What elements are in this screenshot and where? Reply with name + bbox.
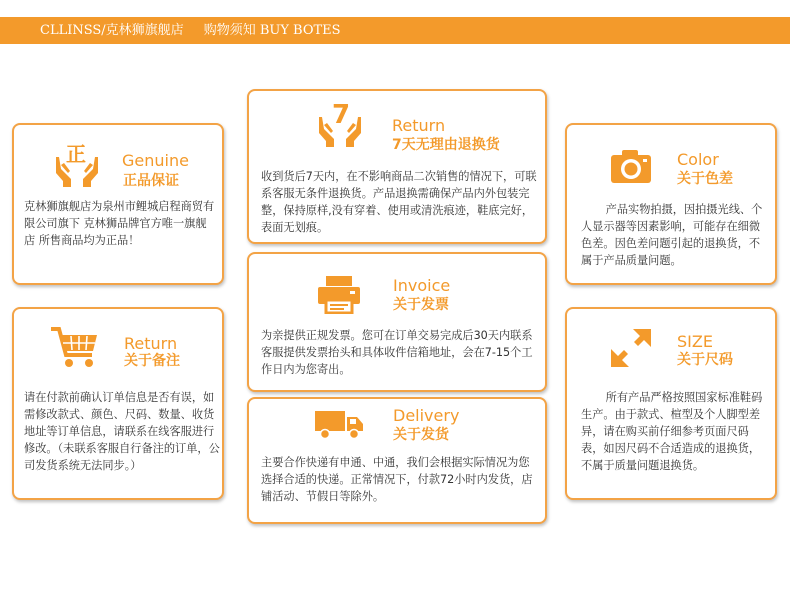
- page-subtitle: 购物须知 BUY BOTES: [203, 23, 341, 38]
- hands-seven-icon: [315, 100, 365, 147]
- header-bar: [0, 17, 790, 44]
- card-title-en: Delivery: [393, 406, 460, 425]
- delivery-truck-icon: [313, 409, 365, 441]
- card-title-cn: 关于尺码: [677, 352, 733, 368]
- card-return-7-days: [247, 89, 547, 244]
- card-title-en: SIZE: [677, 332, 713, 351]
- card-title-en: Return: [392, 116, 446, 135]
- card-title-cn: 正品保证: [123, 173, 179, 189]
- card-color: [565, 123, 777, 285]
- card-body: 请在付款前确认订单信息是否有误，如需修改款式、颜色、尺码、数量、收货地址等订单信息，请联系在线客服进行修改。（未联系客服自行备注的订单，公司发货系统无法同步。）: [24, 391, 220, 472]
- card-title-en: Return: [124, 334, 178, 353]
- card-delivery: [247, 397, 547, 524]
- resize-arrows-icon: [609, 327, 653, 369]
- card-genuine: [12, 123, 224, 285]
- card-invoice: [247, 252, 547, 392]
- card-body: 收到货后7天内，在不影响商品二次销售的情况下，可联系客服无条件退换货。产品退换需确保产品内外包装完整，保持原样,没有穿着、使用或清洗痕迹，鞋底完好，表面无划痕。: [261, 170, 537, 234]
- card-title-en: Genuine: [122, 151, 189, 170]
- card-title-cn: 关于备注: [124, 353, 180, 369]
- store-name: CLLINSS/克林狮旗舰店: [40, 23, 184, 38]
- shopping-cart-icon: [50, 325, 100, 369]
- card-title-en: Color: [677, 150, 719, 169]
- printer-icon: [316, 274, 362, 314]
- icon-glyph: 7: [332, 100, 351, 130]
- hands-genuine-icon: [52, 143, 102, 187]
- card-title-cn: 关于色差: [677, 171, 733, 187]
- card-body: 克林狮旗舰店为泉州市鲤城启程商贸有限公司旗下 克林狮品牌官方唯一旗舰店 所售商品均为正品！: [24, 200, 215, 247]
- card-body: 主要合作快递有申通、中通，我们会根据实际情况为您选择合适的快递。正常情况下，付款72小时内发货，店铺活动、节假日等除外。: [261, 456, 533, 503]
- card-body: 所有产品严格按照国家标准鞋码生产。由于款式、楦型及个人脚型差异，请在购买前仔细参考页面尺码表，如因尺码不合适造成的退换货，不属于质量问题退换货。: [581, 391, 763, 472]
- card-title-cn: 关于发货: [393, 427, 449, 443]
- card-title-en: Invoice: [393, 276, 451, 295]
- card-body: 产品实物拍摄，因拍摄光线、个人显示器等因素影响，可能存在细微色差。因色差问题引起的退换货，不属于产品质量问题。: [581, 203, 763, 267]
- card-remark: [12, 307, 224, 500]
- icon-glyph: 正: [66, 142, 86, 166]
- camera-icon: [609, 147, 653, 185]
- card-title-cn: 7天无理由退换货: [392, 137, 500, 153]
- card-size: [565, 307, 777, 500]
- card-body: 为亲提供正规发票。您可在订单交易完成后30天内联系客服提供发票抬头和具体收件信箱地址，会在7-15个工作日内为您寄出。: [261, 329, 533, 376]
- card-title-cn: 关于发票: [393, 297, 449, 313]
